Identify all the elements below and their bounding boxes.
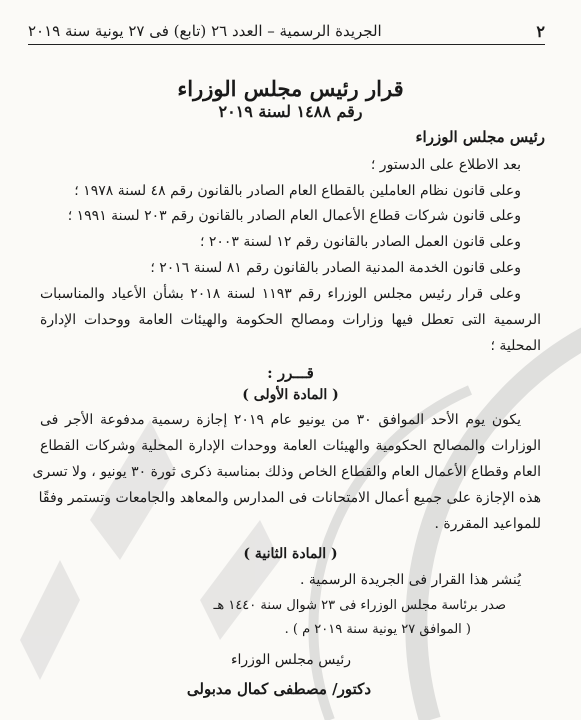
signature-role: رئيس مجلس الوزراء (230, 652, 351, 668)
article-1-line: العام وقطاع الأعمال العام والقطاع الخاص وذلك بمناسبة ذكرى ثورة ٣٠ يونيو ، ولا تسرى (32, 464, 541, 480)
running-title: الجريدة الرسمية – العدد ٢٦ (تابع) فى ٢٧ يونية سنة ٢٠١٩ (28, 22, 382, 40)
article-2-heading: ( المادة الثانية ) (243, 546, 338, 562)
running-header (28, 18, 545, 45)
article-1-heading: ( المادة الأولى ) (242, 387, 339, 403)
preamble-line: المحلية ؛ (490, 338, 541, 354)
preamble-line: وعلى قرار رئيس مجلس الوزراء رقم ١١٩٣ لسنة ٢٠١٨ بشأن الأعياد والمناسبات (40, 286, 522, 302)
article-1-line: للمواعيد المقررة . (434, 516, 541, 532)
decided-heading: قـــرر : (267, 364, 314, 382)
page-number: ٢ (536, 21, 545, 41)
article-1-line: يكون يوم الأحد الموافق ٣٠ من يونيو عام ٢٠١٩ إجازة رسمية مدفوعة الأجر فى (40, 412, 522, 428)
preamble-line: وعلى قانون العمل الصادر بالقانون رقم ١٢ لسنة ٢٠٠٣ ؛ (199, 234, 521, 250)
article-2-text: يُنشر هذا القرار فى الجريدة الرسمية . (299, 572, 521, 588)
decree-title: قرار رئيس مجلس الوزراء (177, 76, 404, 101)
preamble-line: وعلى قانون نظام العاملين بالقطاع العام الصادر بالقانون رقم ٤٨ لسنة ١٩٧٨ ؛ (74, 183, 521, 199)
article-1-line: الوزارات والمصالح الحكومية والهيئات العامة ووحدات الإدارة المحلية وشركات القطاع (40, 438, 541, 454)
preamble-line: الرسمية التى تعطل فيها وزارات ومصالح الحكومة والهيئات العامة ووحدات الإدارة (40, 312, 541, 328)
preamble-line: وعلى قانون شركات قطاع الأعمال العام الصادر بالقانون رقم ٢٠٣ لسنة ١٩٩١ ؛ (67, 208, 521, 224)
issued-line: ( الموافق ٢٧ يونية سنة ٢٠١٩ م ) . (284, 622, 471, 637)
decree-issuer: رئيس مجلس الوزراء (415, 128, 545, 146)
article-1-line: هذه الإجازة على جميع أعمال الامتحانات فى المدارس والمعاهد والجامعات وتستمر وفقًا (38, 490, 541, 506)
signature-name: دكتور/ مصطفى كمال مدبولى (186, 680, 371, 698)
preamble-line: بعد الاطلاع على الدستور ؛ (370, 157, 521, 173)
preamble-line: وعلى قانون الخدمة المدنية الصادر بالقانون رقم ٨١ لسنة ٢٠١٦ ؛ (150, 260, 521, 276)
decree-number: رقم ١٤٨٨ لسنة ٢٠١٩ (218, 102, 363, 121)
issued-line: صدر برئاسة مجلس الوزراء فى ٢٣ شوال سنة ١٤٤٠ هـ (213, 598, 506, 613)
